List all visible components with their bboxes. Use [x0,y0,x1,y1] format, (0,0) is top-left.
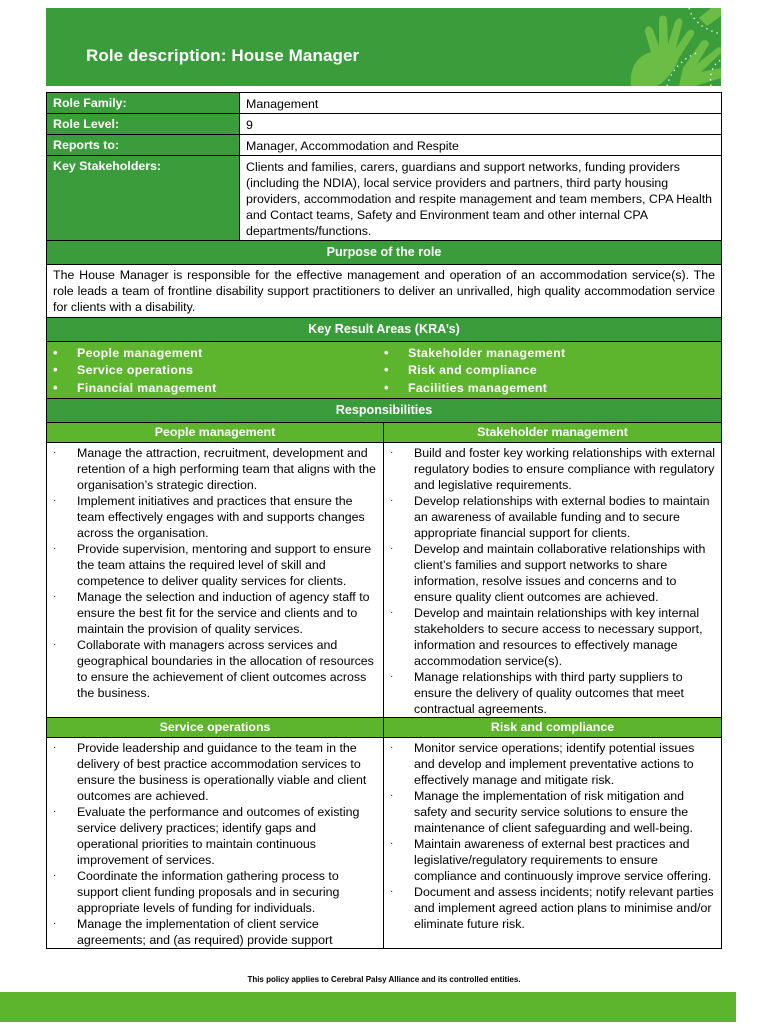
list-item: · Implement initiatives and practices that ensure the team effectively engages with and supports changes across the organisation. [53,493,365,540]
list-item: · Maintain awareness of external best practices and legislative/regulatory requirements to ensure compliance and continuously improve service offering. [390,836,712,883]
list-item: · Develop and maintain collaborative relationships with client’s families and support networks to share information, resolve issues and concerns and to ensure quality client outcomes are achieved. [390,541,706,604]
service-operations-heading: Service operations [47,717,384,737]
role-sheet [46,92,721,949]
kra-item: • Facilities management [384,379,548,395]
detail-label: Role Level: [47,114,240,135]
risk-compliance-cell [384,737,722,948]
risk-compliance-heading: Risk and compliance [384,717,722,737]
list-item: · Provide supervision, mentoring and support to ensure the team attains the required level of skill and competence to deliver quality services for clients. [53,541,372,588]
footer-note: This policy applies to Cerebral Palsy Alliance and its controlled entities. [247,975,521,984]
kra-column-right [384,344,715,397]
detail-label: Role Family: [47,93,240,114]
detail-value: Clients and families, carers, guardians and support networks, funding providers (including the NDIA), local service providers and partners, third party housing providers, accommodation and respite management and team members, CPA Health and Contact teams, Safety and Environment team and other internal CPA departments/functions. [240,156,722,241]
responsibilities-table [46,398,722,949]
kra-heading: Key Result Areas (KRA’s) [47,318,722,342]
stakeholder-management-heading: Stakeholder management [384,422,722,442]
kra-item: • Risk and compliance [384,362,537,378]
list-item: · Manage the implementation of risk mitigation and safety and security service solutions to ensure the maintenance of client safeguarding and well-being. [390,788,693,835]
kra-item: • Stakeholder management [384,344,566,360]
list-item: · Manage the selection and induction of agency staff to ensure the best fit for the service and clients and to maintain the provision of quality services. [53,589,370,636]
kra-item: • People management [53,344,203,360]
detail-row [47,93,722,114]
list-item: · Manage relationships with third party suppliers to ensure the delivery of quality outcomes that meet contractual agreements. [390,669,684,716]
list-item: · Document and assess incidents; notify relevant parties and implement agreed action plans to minimise and/or eliminate future risk. [390,884,714,931]
list-item: · Develop relationships with external bodies to maintain an awareness of available funding and to secure appropriate financial support for clients. [390,493,710,540]
detail-value: Management [240,93,722,114]
detail-value: 9 [240,114,722,135]
detail-label: Reports to: [47,135,240,156]
footer-bar [0,992,736,1022]
purpose-text: The House Manager is responsible for the effective management and operation of an accommodation service(s). The role leads a team of frontline disability support practitioners to deliver an unrivalled, high quality accommodation service for clients with a disability. [47,265,722,318]
list-item: · Evaluate the performance and outcomes of existing service delivery practices; identify gaps and operational priorities to maintain continuous improvement of services. [53,804,360,867]
responsibilities-heading: Responsibilities [47,398,722,422]
kra-item: • Service operations [53,362,194,378]
people-management-heading: People management [47,422,384,442]
kra-item: • Financial management [53,379,217,395]
header-banner [46,8,721,86]
list-item: · Manage the attraction, recruitment, development and retention of a high performing team that aligns with the organisation’s strategic direction. [53,445,376,492]
list-item: · Develop and maintain relationships with key internal stakeholders to secure access to necessary support, information and resources to effectively manage accommodation service(s). [390,605,703,668]
detail-value: Manager, Accommodation and Respite [240,135,722,156]
detail-row [47,114,722,135]
stakeholder-management-cell [384,442,722,717]
list-item: · Manage the implementation of client service agreements; and (as required) provide support [53,916,333,947]
role-details-table [46,92,722,399]
detail-row [47,156,722,241]
list-item: · Provide leadership and guidance to the team in the delivery of best practice accommodation services to ensure the business is operationally viable and client outcomes are achieved. [53,740,367,803]
detail-label: Key Stakeholders: [47,156,240,241]
purpose-heading: Purpose of the role [47,241,722,265]
list-item: · Build and foster key working relationships with external regulatory bodies to ensure compliance with regulatory and legislative requirements. [390,445,715,492]
kra-list [47,342,722,399]
list-item: · Collaborate with managers across services and geographical boundaries in the allocation of resources to ensure the achievement of client outcomes across the business. [53,637,374,700]
detail-row [47,135,722,156]
list-item: · Monitor service operations; identify potential issues and develop and implement preventative actions to effectively manage and mitigate risk. [390,740,695,787]
kra-column-left [53,344,384,397]
service-operations-cell [47,737,384,948]
list-item: · Coordinate the information gathering process to support client funding proposals and in securing appropriate levels of funding for individuals. [53,868,340,915]
people-management-cell [47,442,384,717]
page-title: Role description: House Manager [86,46,360,65]
hands-logo [571,8,721,86]
